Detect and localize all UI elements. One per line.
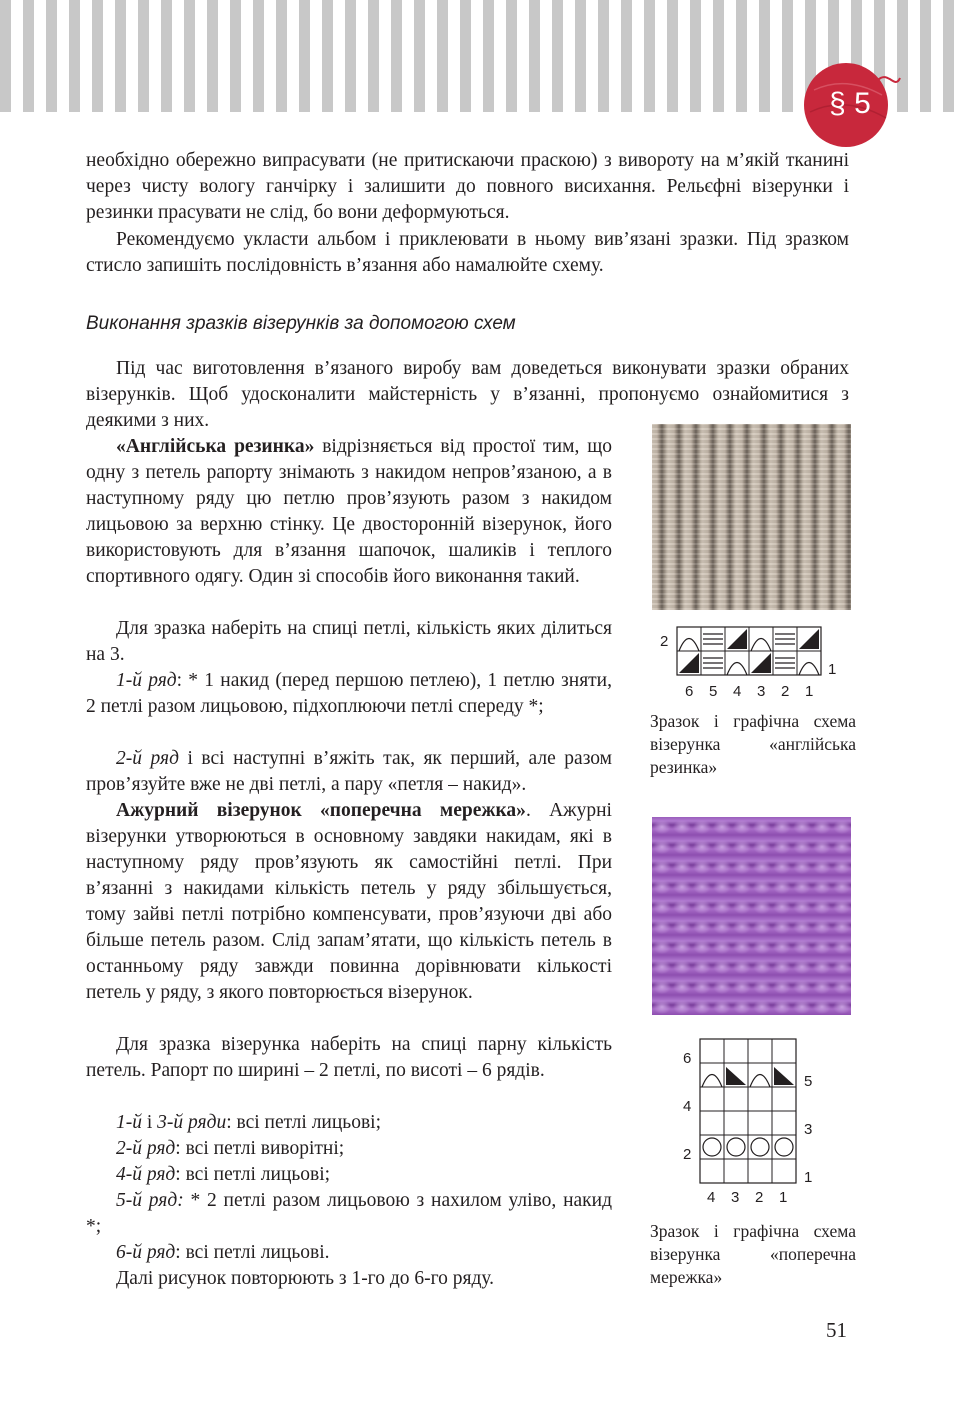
chart-row-label: 2 <box>660 633 669 650</box>
english-rib-chart <box>655 622 835 702</box>
chart-col-label: 5 <box>709 683 718 700</box>
intro-paragraph-1: необхідно обережно випрасувати (не притискаючи праскою) з вивороту на м’якій тканині через чисту вологу ганчірку і залишити до повного висихання. Рельєфні візерунки і резинки прасувати не слід, бо вони деформуються. <box>86 150 849 223</box>
openwork-row-6 <box>86 1240 612 1266</box>
chart-col-label: 3 <box>731 1189 740 1206</box>
openwork-description: . Ажурні візерунки утворюються в основному завдяки накидам, які в наступному ряду пров’язують як самостійні петлі. При в’язанні з накидами кількість петель у ряду збільшується, тому зайві петлі потрібно компенсувати, пров’язуючи дві або більше петель разом. Слід запам’ятати, що кількість петель в останньому ряду завжди повинна дорівнювати кількості петель у ряду, з якого повторюється візерунок. <box>86 800 612 1003</box>
english-rib-photo <box>652 424 851 610</box>
row-label: 1-й ряд <box>116 670 177 691</box>
chart-col-label: 1 <box>805 683 814 700</box>
row-text: і всі наступні в’яжіть так, як перший, але разом пров’язуйте вже не дві петлі, а пару «петля – накид». <box>86 748 613 795</box>
openwork-paragraph <box>86 798 612 1006</box>
english-rib-description: відрізняється від простої тим, що одну з петель рапорту знімають з накидом непров’язаною, а в наступному ряду цю петлю пров’язують разом з накидом лицьовою за верхню стінку. Це двосторонній візерунок, його використовують для в’язання шапочок, шаликів і теплого спортивного одягу. Один зі способів його виконання такий. <box>86 436 612 587</box>
chart-row-label: 4 <box>683 1098 692 1115</box>
page-number: 51 <box>826 1318 847 1342</box>
chart-col-label: 4 <box>707 1189 716 1206</box>
chart-col-label: 1 <box>779 1189 788 1206</box>
row-label: 3-й ряди <box>157 1112 227 1133</box>
row-label: 6-й ряд <box>116 1242 176 1263</box>
openwork-final: Далі рисунок повторюють з 1-го до 6-го ряду. <box>116 1268 495 1289</box>
english-rib-title: «Англійська резинка» <box>116 436 315 457</box>
chart-col-label: 2 <box>755 1189 764 1206</box>
openwork-row-5 <box>86 1188 612 1240</box>
english-rib-cast-on: Для зразка наберіть на спиці петлі, кількість яких ділиться на 3. <box>86 618 612 665</box>
chart-col-label: 3 <box>757 683 766 700</box>
row-text: : всі петлі виворітні; <box>175 1138 345 1159</box>
row-text: : всі петлі лицьові; <box>226 1112 381 1133</box>
row-label: 1-й <box>116 1112 142 1133</box>
row-label: 2-й ряд <box>116 1138 176 1159</box>
chart-col-label: 4 <box>733 683 742 700</box>
row-text: : всі петлі лицьові. <box>175 1242 330 1263</box>
openwork-cast-on: Для зразка візерунка наберіть на спиці парну кількість петель. Рапорт по ширині – 2 петлі, по висоті – 6 рядів. <box>86 1034 612 1081</box>
intro-paragraph-2: Рекомендуємо укласти альбом і приклеювати в ньому вив’язані зразки. Під зразком стисло запишіть послідовність в’язання або намалюйте схему. <box>86 229 849 276</box>
english-rib-row1 <box>86 668 612 720</box>
openwork-photo <box>652 817 851 1015</box>
chart-col-label: 2 <box>781 683 790 700</box>
openwork-caption: Зразок і графічна схема візерунка «поперечна мережка» <box>650 1221 856 1287</box>
row-label: 5-й ряд: <box>116 1190 184 1211</box>
section-intro: Під час виготовлення в’язаного виробу вам доведеться виконувати зразки обраних візерунків. Щоб удосконалити майстерність у в’язанні, пропонуємо ознайомитися з деякими з них. <box>86 358 849 431</box>
chart-row-label: 1 <box>804 1169 813 1186</box>
section-number: § 5 <box>829 87 871 120</box>
section-heading: Виконання зразків візерунків за допомогою схем <box>86 313 516 334</box>
chart-row-label: 3 <box>804 1121 813 1138</box>
openwork-row-1-3 <box>86 1110 612 1136</box>
row-text: : всі петлі лицьові; <box>175 1164 331 1185</box>
chart-row-label: 6 <box>683 1050 692 1067</box>
openwork-title: Ажурний візерунок «поперечна мережка» <box>116 800 526 821</box>
english-rib-paragraph <box>86 434 612 590</box>
section-badge <box>800 60 900 150</box>
chart-row-label: 5 <box>804 1073 813 1090</box>
chart-row-label: 2 <box>683 1146 692 1163</box>
row-label: 4-й ряд <box>116 1164 176 1185</box>
chart-col-label: 6 <box>685 683 694 700</box>
english-rib-row2 <box>86 746 612 798</box>
openwork-row-4 <box>86 1162 612 1188</box>
row-text: * 2 петлі разом лицьовою з нахилом уліво, накид *; <box>86 1190 612 1237</box>
row-text: і <box>142 1112 158 1133</box>
chart-row-label: 1 <box>828 661 837 678</box>
english-rib-caption: Зразок і графічна схема візерунка «англійська резинка» <box>650 711 856 777</box>
row-label: 2-й ряд <box>116 748 179 769</box>
openwork-chart <box>680 1036 825 1206</box>
row-text: : * 1 накид (перед першою петлею), 1 петлю зняти, 2 петлі разом лицьовою, підхоплюючи петлі спереду *; <box>86 670 612 717</box>
openwork-row-2 <box>86 1136 612 1162</box>
